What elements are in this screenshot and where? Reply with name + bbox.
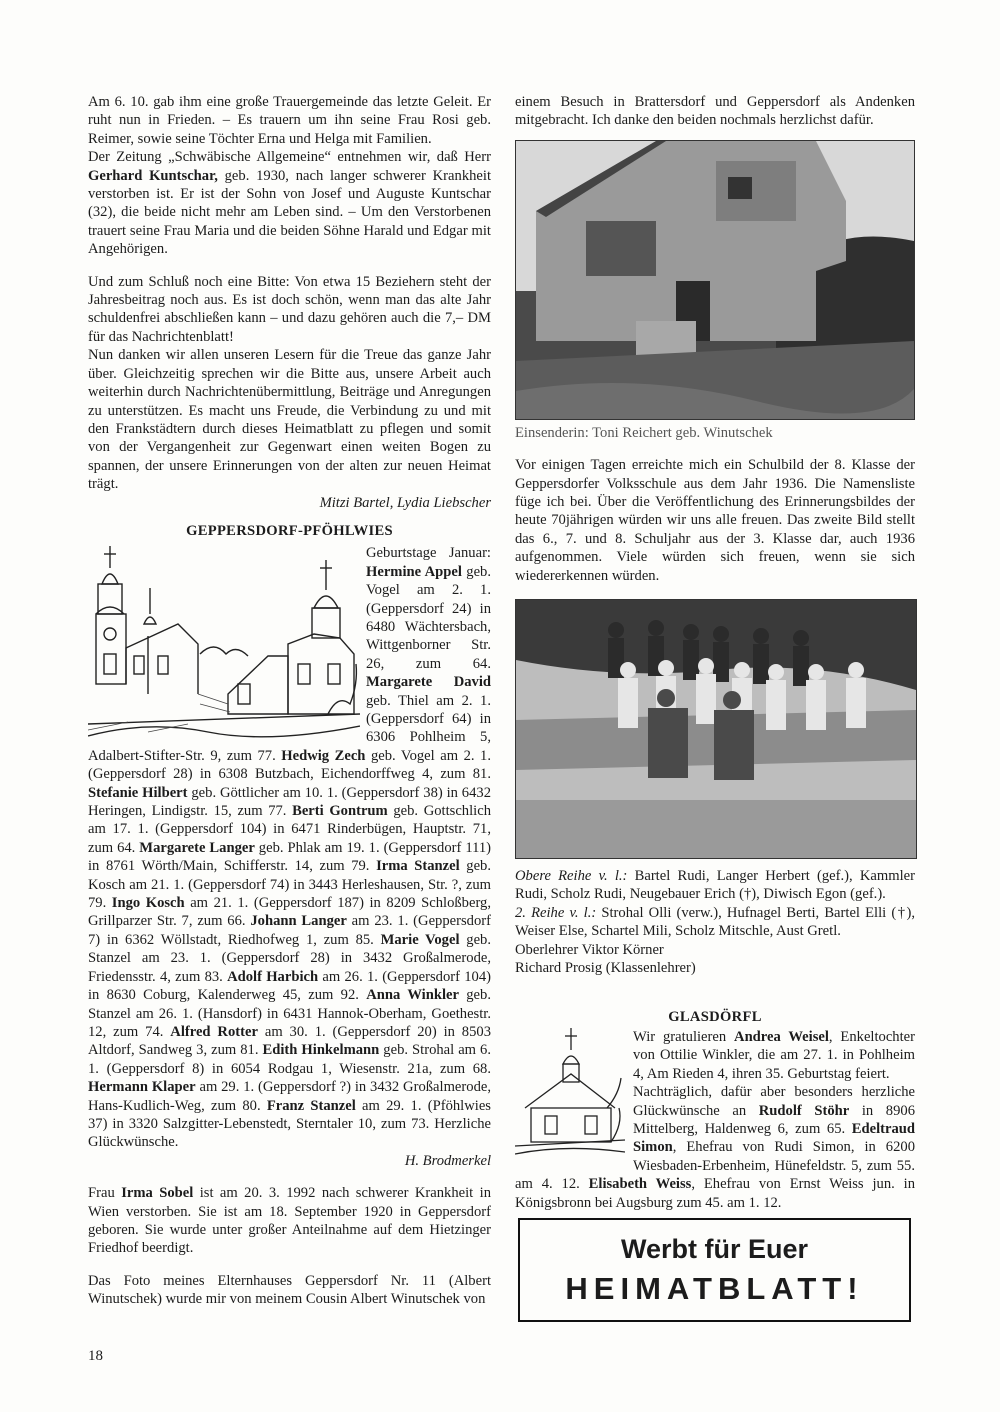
- paragraph-photo-intro: Das Foto meines Elternhauses Geppersdorf Nr. 11 (Albert Winutschek) wurde mir von meinem Cousin Albert Winutschek von: [88, 1272, 491, 1308]
- class-photo: [515, 599, 917, 859]
- class-photo-caption-teacher2: Richard Prosig (Klassenlehrer): [515, 960, 696, 977]
- chapel-drawing-icon: [515, 1028, 625, 1158]
- class-photo-caption-row2: 2. Reihe v. l.: Strohal Olli (verw.), Hufnagel Berti, Bartel Elli (†), Weiser Else, Schartel Mili, Scholz Mitschle, Aust Gretl.: [515, 904, 916, 940]
- paragraph-thanks: Nun danken wir allen unseren Lesern für die Treue das ganze Jahr über. Gleichzeitig sprechen wir die Bitte aus, unsere Arbeit auch weiterhin durch Nachrichtenübermittlung, Beiträge und Anregungen zu unterstützen. Es macht uns Freude, die Verbindung zu und mit den Frankstädtern durch dieses Heimatblatt zu pflegen und somit von der Vergangenheit zur Gegenwart einen weiten Bogen zu spannen, der unsere Erinnerungen von der alten zur neuen Heimat trägt.: [88, 347, 491, 493]
- paragraph-funeral: Am 6. 10. gab ihm eine große Trauergemeinde das letzte Geleit. Er ruht nun in Frieden. – Es trauern um ihn seine Frau Rosi geb. Reimer, sowie seine Töchter Erna und Helga mit Familien.: [88, 94, 491, 147]
- paragraph-request: Und zum Schluß noch eine Bitte: Von etwa 15 Beziehern steht der Jahresbeitrag noch aus. Es ist doch schön, wenn man das alte Jahr schuldenfrei abschließen kann – und dazu gehören auch die 7,– DM für das Nachrichtenblatt!: [88, 273, 491, 345]
- section-heading-geppersdorf: GEPPERSDORF-PFÖHLWIES: [186, 522, 393, 539]
- glasdoerfl-congrats-1: Wir gratulieren Andrea Weisel, Enkeltochter von Ottilie Winkler, die am 27. 1. in Pohlheim 4, Am Rieden 4, ihren 35. Geburtstag feiert.: [633, 1028, 915, 1082]
- section-heading-glasdoerfl: GLASDÖRFL: [668, 1008, 762, 1025]
- class-photo-image: [516, 600, 916, 858]
- class-photo-caption-teacher1: Oberlehrer Viktor Körner: [515, 941, 664, 958]
- paragraph-photo-continued: einem Besuch in Brattersdorf und Geppersdorf als Andenken mitgebracht. Ich danke den beiden nochmals herzlichst dafür.: [515, 94, 915, 129]
- signature-bartel: Mitzi Bartel, Lydia Liebscher: [319, 494, 491, 511]
- birthdays-text: Geburtstage Januar: Hermine Appel geb. Vogel am 2. 1. (Geppersdorf 24) in 6480 Wächtersbach, Wittgenborner Str. 26, zum 64. Margarete David geb. Thiel am 2. 1. (Geppersdorf 64) in 6306 Pohlheim 5, Adalbert-Stifter-Str. 9, zum 77. Hedwig Zech geb. Vogel am 2. 1. (Geppersdorf 28) in 6308 Butzbach, Eichendorffweg 4, zum 81. Stefanie Hilbert geb. Göttlicher am 10. 1. (Geppersdorf 38) in 6432 Heringen, Lindigstr. 15, zum 77. Berti Gontrum geb. Gottschlich am 17. 1. (Geppersdorf 104) in 6471 Rinderbügen, Hauptstr. 71, zum 64. Margarete Langer geb. Phlak am 19. 1. (Geppersdorf 111) in 8761 Wörth/Main, Schifferstr. 14, zum 79. Irma Stanzel geb. Kosch am 21. 1. (Geppersdorf 74) in 3443 Herleshausen, Str. ?, zum 79. Ingo Kosch am 21. 1. (Geppersdorf 187) in 8209 Schloßberg, Grillparzer Str. 7, zum 66. Johann Langer am 23. 1. (Geppersdorf 7) in 6362 Wöllstadt, Riedhofweg 1, zum 85. Marie Vogel geb. Stanzel am 23. 1. (Geppersdorf 28) in 3432 Großalmerode, Friedensstr. 4, zum 83. Adolf Harbich am 26. 1. (Geppersdorf 104) in 8630 Coburg, Kalenderweg 45, zum 92. Anna Winkler geb. Stanzel am 26. 1. (Hansdorf) in 6431 Hannok-Oberham, Goethestr. 12, zum 74. Alfred Rotter am 30. 1. (Geppersdorf 20) in 8503 Altdorf, Sandweg 3, zum 81. Edith Hinkelmann geb. Strohal am 6. 1. (Geppersdorf 8) in 6054 Rodgau 1, Wiesenstr. 21a, zum 68. Hermann Klaper am 29. 1. (Geppersdorf ?) in 3432 Großalmerode, Hans-Kudlich-Weg, zum 80. Franz Stanzel am 29. 1. (Pföhlwies 37) in 3320 Salzgitter-Lebenstedt, Sterntaler 10, zum 73. Herzliche Glückwünsche.: [88, 545, 492, 1151]
- page-number: 18: [88, 1348, 103, 1364]
- church-drawing-icon: [88, 544, 360, 740]
- ad-line-1: Werbt für Euer: [620, 1234, 809, 1264]
- left-column: [88, 93, 491, 1309]
- paragraph-sobel: Frau Irma Sobel ist am 20. 3. 1992 nach schwerer Krankheit in Wien verstorben. Sie ist am 18. September 1920 in Geppersdorf geboren. Sie wurde unter großer Anteilnahme auf dem Hietzinger Friedhof beerdigt.: [88, 1185, 492, 1257]
- glasdoerfl-congrats-2: Nachträglich, dafür aber besonders herzliche Glückwünsche an Rudolf Stöhr in 8906 Mittelberg, Haldenweg 6, zum 65. Edeltraud Simon, Ehefrau von Rudi Simon, in 6200 Wiesbaden-Erbenheim, Hünefeldstr. 5, zum 55. am 4. 12. Elisabeth Weiss, Ehefrau von Ernst Weiss jun. in Königsbronn bei Augsburg zum 45. am 1. 12.: [515, 1084, 916, 1211]
- signature-brodmerkel: H. Brodmerkel: [404, 1152, 491, 1169]
- house-photo-image: [516, 141, 914, 419]
- paragraph-kuntschar: Der Zeitung „Schwäbische Allgemeine“ entnehmen wir, daß Herr Gerhard Kuntschar, geb. 1930, nach langer schwerer Krankheit verstorben ist. Er ist der Sohn von Josef und Auguste Kuntschar (32), die beide nicht mehr am Leben sind. – Um den Verstorbenen trauert seine Frau Maria und die beiden Söhne Harald und Edgar mit Angehörigen.: [88, 149, 491, 258]
- ad-line-2: HEIMATBLATT!: [565, 1271, 864, 1306]
- house-photo: [515, 140, 915, 420]
- chapel-illustration: [515, 1028, 625, 1158]
- right-column: [515, 93, 915, 1212]
- class-photo-caption-row1: Obere Reihe v. l.: Bartel Rudi, Langer Herbert (gef.), Kammler Rudi, Scholz Rudi, Neugebauer Erich (†), Diwisch Egon (gef.).: [515, 868, 915, 903]
- house-photo-caption: Einsenderin: Toni Reichert geb. Winutschek: [515, 424, 773, 441]
- heimatblatt-ad-box: [518, 1218, 911, 1322]
- paragraph-school-photo: Vor einigen Tagen erreichte mich ein Schulbild der 8. Klasse der Geppersdorfer Volksschule aus dem Jahr 1936. Die Namensliste füge ich bei. Über die Veröffentlichung des Erinnerungsbildes der heute 70jährigen würden wir uns alle freuen. Das zweite Bild stellt das 6., 7. und 8. Schuljahr aus der 3. Klasse dar, auch 1936 aufgenommen. Viele würden sich freuen, wenn sie sich wiedererkennen würden.: [515, 457, 915, 584]
- church-illustration: [88, 544, 360, 740]
